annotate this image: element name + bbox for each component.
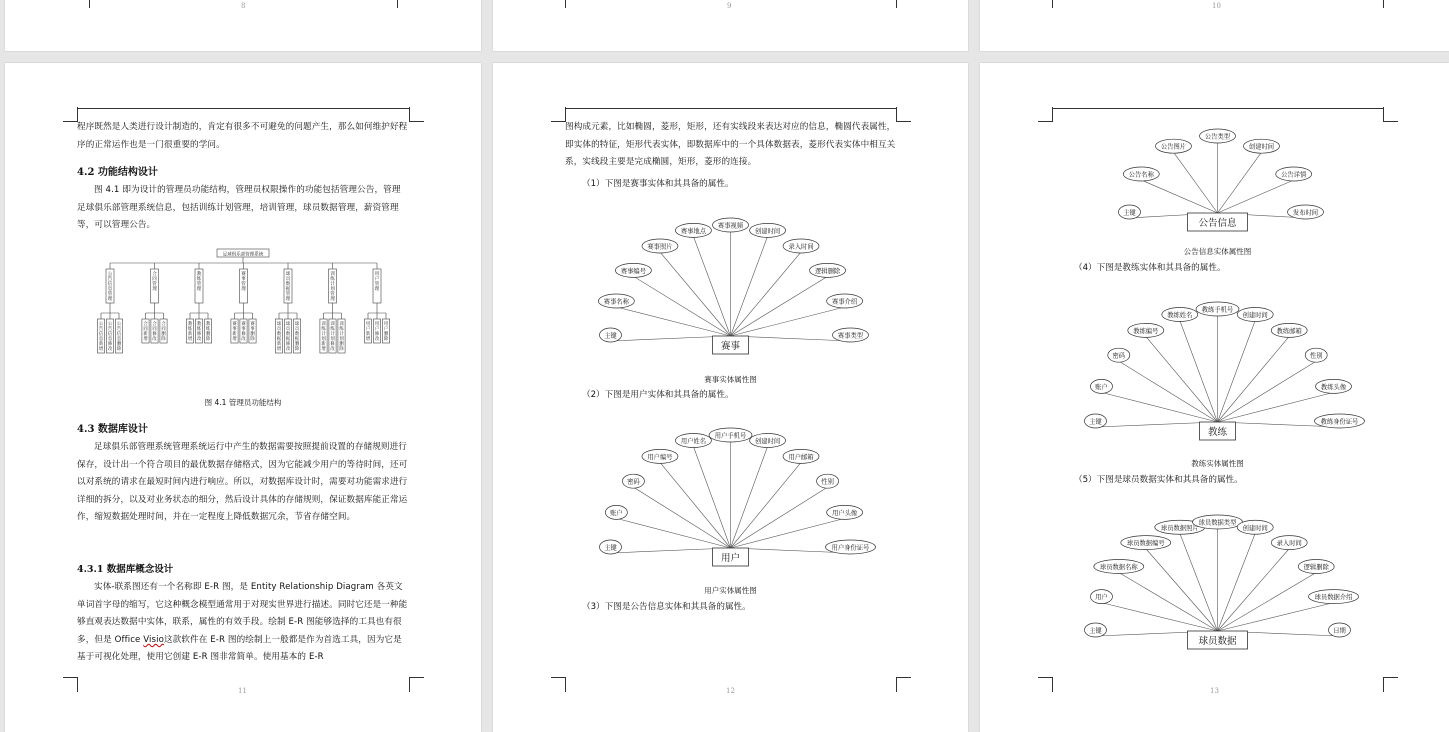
attribute-label: 密码 [1112,352,1126,360]
attribute-label: 创建时间 [1242,311,1268,319]
function-label: 新 [143,332,148,337]
crop-mark [409,107,424,122]
attribute-label: 创建时间 [1248,143,1275,151]
crop-mark [1038,0,1053,8]
function-label: 员 [285,327,291,332]
function-label: 息 [107,337,113,342]
attribute-label: 赛事名称 [603,298,629,306]
function-label: 删 [383,332,389,337]
function-label: 数 [285,332,291,337]
function-label: 同 [161,327,166,332]
attribute-label: 录入时间 [788,243,814,251]
function-label: 修 [241,332,246,337]
connector-line [1119,361,1218,422]
module-label: 理 [330,297,335,302]
function-label: 计 [339,332,344,337]
function-label: 同 [152,327,157,332]
function-label: 除 [339,347,344,352]
function-label: 改 [152,337,157,342]
page-13 [980,63,1449,732]
connector-line [731,446,768,548]
function-label: 改 [107,347,113,352]
attribute-label: 公告类型 [1204,133,1231,141]
function-label: 增 [276,347,282,352]
attribute-label: 创建时间 [1242,524,1268,532]
connector-line [1101,603,1217,631]
er-caption: 赛事实体属性图 [704,375,757,384]
connector-line [1218,549,1290,631]
function-label: 公 [116,322,122,327]
attribute-label: 主键 [1089,418,1102,426]
connector-line [1218,320,1256,422]
attribute-label: 球员数据介绍 [1314,594,1353,602]
attribute-label: 用户 [1095,594,1108,602]
header-line [1052,108,1383,109]
function-label: 公 [98,322,104,327]
connector-line [693,446,730,548]
er-diagram-user [565,411,896,571]
attribute-label: 教练身份证号 [1320,418,1359,426]
function-label: 增 [365,337,371,342]
function-label: 赛 [250,322,255,327]
crop-mark [397,0,412,8]
attribute-label: 主键 [1123,209,1136,217]
function-label: 告 [98,327,104,332]
attribute-label: 用户姓名 [680,437,707,445]
connector-line [616,307,730,336]
function-label: 用 [365,322,371,327]
connector-line [731,236,768,336]
function-label: 练 [321,327,326,332]
module-label: 划 [330,287,335,292]
function-label: 球 [285,322,291,327]
page-number: 8 [241,2,246,10]
function-label: 改 [241,337,246,342]
function-label: 事 [232,327,237,332]
module-label: 管 [107,292,113,297]
module-label: 员 [285,277,291,282]
connector-line [1174,152,1218,213]
paragraph-text: 实体-联系图还有一个名称即 E-R 图，是 Entity Relationship Diagram 各英文单词首字母的缩写，它这种概念模型通常用于对现实世界进行描述。同时它还是一种能够直观表达数据中实体，联系，属性的有效手段。绘制 E-R 图能够选择的工具也有很多，但是 Office [77,582,408,645]
connector-line [1218,573,1317,631]
spell-check-word: Visio [143,634,164,645]
page-number: 9 [727,2,732,10]
module-label: 信 [107,282,113,287]
function-label: 删 [116,342,122,347]
list-item-1: （1）下图是赛事实体和其具备的属性。 [582,179,734,189]
connector-line [660,252,731,336]
crop-mark [1383,0,1398,8]
function-label: 除 [294,347,300,352]
function-label: 训 [321,322,326,327]
function-label: 删 [161,332,166,337]
er-caption: 用户实体属性图 [704,586,757,595]
function-label: 划 [321,337,326,342]
function-label: 除 [205,337,211,342]
function-label: 增 [232,337,237,342]
function-label: 新 [98,342,104,347]
crop-mark [63,677,78,692]
connector-line [1146,336,1218,422]
attribute-label: 教练手机号 [1201,306,1234,314]
connector-line [731,487,828,548]
function-label: 改 [285,347,291,352]
attribute-label: 赛事地点 [680,227,707,235]
attribute-label: 性别 [1309,352,1323,360]
function-label: 训 [330,322,335,327]
attribute-label: 教练编号 [1133,327,1159,335]
function-label: 信 [116,332,122,337]
function-label: 修 [285,342,291,347]
function-label: 修 [196,332,202,337]
attribute-label: 录入时间 [1276,540,1302,548]
attribute-label: 用户手机号 [714,432,747,440]
connector-line [1218,392,1334,422]
connector-line [731,307,845,336]
function-label: 改 [330,347,335,352]
connector-line [1218,603,1334,631]
function-label: 告 [107,327,113,332]
function-label: 增 [98,347,104,352]
attribute-label: 用户头像 [832,509,858,517]
function-label: 改 [196,337,202,342]
function-label: 练 [330,327,335,332]
function-label: 户 [374,327,380,332]
function-label: 员 [294,327,300,332]
page-number: 13 [1210,687,1219,695]
function-label: 新 [276,342,282,347]
entity-label: 用户 [720,553,741,564]
list-item-4: （4）下图是教练实体和其具备的属性。 [1074,263,1226,273]
entity-label: 赛事 [720,341,741,352]
module-label: 理 [285,297,291,302]
crop-mark [409,677,424,692]
module-label: 管 [241,282,246,287]
section-heading-4-2: 4.2 功能结构设计 [77,167,158,178]
function-label: 合 [143,322,148,327]
er-diagram-match [565,199,896,359]
module-label: 管 [330,292,335,297]
function-label: 球 [276,322,282,327]
function-label: 除 [161,337,166,342]
page-number: 10 [1212,2,1221,10]
crop-mark [63,107,78,122]
attribute-label: 公告图片 [1160,143,1187,151]
module-label: 练 [330,277,335,282]
crop-mark [896,107,911,122]
function-label: 息 [98,337,104,342]
function-label: 数 [294,332,300,337]
function-label: 赛 [232,322,237,327]
crop-mark [1038,677,1053,692]
function-label: 修 [330,342,335,347]
function-label: 计 [321,332,326,337]
connector-line [1101,392,1217,422]
module-label: 管 [285,292,291,297]
function-label: 户 [383,327,389,332]
connector-line [1180,320,1218,422]
function-label: 用 [383,322,389,327]
function-label: 删 [250,332,255,337]
module-label: 训 [330,272,335,277]
connector-line [660,462,731,548]
attribute-label: 账户 [1095,383,1108,391]
page-11 [5,63,481,732]
function-label: 改 [374,337,380,342]
crop-mark [1383,107,1398,122]
page-9 [493,0,968,51]
function-label: 事 [241,327,246,332]
crop-mark [551,107,566,122]
crop-mark [1038,107,1053,122]
connector-line [1119,573,1218,631]
function-label: 教 [187,322,193,327]
function-label: 练 [339,327,344,332]
page-10 [980,0,1449,51]
function-label: 信 [107,332,113,337]
attribute-label: 日期 [1333,627,1346,635]
module-label: 教 [196,272,202,277]
module-label: 理 [241,287,246,292]
section-4-2-paragraph: 图 4.1 即为设计的管理员功能结构，管理员权限操作的功能包括管理公告，管理足球俱乐部管理系统信息，包括训练计划管理，培训管理，球员数据管理，薪资管理等，可以管理公告。 [77,185,401,231]
module-label: 管 [196,282,202,287]
crop-mark [75,0,90,8]
er-caption: 教练实体属性图 [1191,459,1244,468]
attribute-label: 公告名称 [1128,171,1154,179]
attribute-label: 教练头像 [1320,383,1347,391]
function-label: 赛 [241,322,246,327]
attribute-label: 密码 [627,478,640,486]
module-label: 公 [107,272,113,277]
intro-paragraph: 图构成元素，比如椭圆，菱形，矩形，还有实线段来表达对应的信息，椭圆代表属性，即实体的特征，矩形代表实体，即数据库中的一个具体数据表，菱形代表实体中相互关系，实线段主要是完成椭圆，矩形，菱形的连接。 [565,122,896,168]
list-item-5: （5）下图是球员数据实体和其具备的属性。 [1074,475,1243,485]
function-label: 员 [276,327,282,332]
attribute-label: 主键 [1089,627,1102,635]
function-label: 新 [321,342,326,347]
function-label: 增 [143,337,148,342]
crop-mark [896,0,911,8]
intro-paragraph: 程序既然是人类进行设计制造的，肯定有很多不可避免的问题产生，那么如何维护好程序的正常运作也是一门很重要的学问。 [77,122,408,150]
root-label: 足球俱乐部管理系统 [222,252,264,258]
connector-line [731,518,845,548]
connector-line [1218,152,1262,213]
attribute-label: 逻辑删除 [814,267,841,275]
module-label: 据 [285,287,291,292]
module-label: 告 [107,277,113,282]
function-label: 合 [152,322,157,327]
connector-line [633,487,730,548]
attribute-label: 逻辑删除 [1303,564,1329,572]
function-label: 增 [187,337,193,342]
function-label: 修 [107,342,113,347]
attribute-label: 主键 [604,544,617,552]
attribute-label: 球员数据照片 [1160,524,1199,532]
section-4-3-1-paragraph [77,579,409,667]
er-diagram-player-data [1052,499,1383,654]
function-label: 公 [107,322,113,327]
function-label: 修 [374,332,380,337]
connector-line [1218,336,1290,422]
attribute-label: 账户 [610,509,623,517]
attribute-label: 用户身份证号 [831,544,870,552]
function-label: 除 [250,337,255,342]
page-number: 11 [238,687,247,695]
function-label: 除 [116,347,122,352]
header-line [565,108,896,109]
module-label: 理 [196,287,202,292]
attribute-label: 发布时间 [1292,209,1319,217]
list-item-3: （3）下图是公告信息实体和其具备的属性。 [582,602,751,612]
function-label: 删 [294,342,300,347]
module-label: 理 [107,297,113,302]
attribute-label: 用户编号 [647,453,673,461]
entity-label: 公告信息 [1198,218,1237,229]
module-label: 事 [241,277,246,282]
function-label: 同 [143,327,148,332]
function-label: 据 [285,337,291,342]
connector-line [1218,533,1256,631]
crop-mark [1383,677,1398,692]
paragraph-text: 这款软件在 E-R 图的绘制上一般都是作为首选工具，因为它是基于可视化处理，使用它创建 E-R 图非常简单。使用基本的 E-R [77,634,402,663]
page-8 [5,0,481,51]
page-12 [493,63,968,732]
function-label: 增 [321,347,326,352]
function-label: 信 [98,332,104,337]
attribute-label: 球员数据类型 [1198,519,1237,527]
module-label: 理 [152,287,157,292]
module-label: 赛 [241,272,246,277]
function-label: 球 [294,322,300,327]
function-label: 训 [339,322,344,327]
module-label: 用 [374,272,380,277]
function-label: 户 [365,327,371,332]
module-label: 合 [152,272,157,277]
function-label: 划 [330,337,335,342]
module-label: 练 [196,277,202,282]
function-label: 计 [330,332,335,337]
connector-line [731,276,828,336]
connector-line [1180,533,1218,631]
attribute-label: 公告详情 [1281,171,1307,179]
attribute-label: 主键 [604,332,617,340]
function-label: 新 [187,332,193,337]
module-label: 数 [285,282,291,287]
attribute-label: 创建时间 [754,437,781,445]
attribute-label: 赛事编号 [620,267,647,275]
function-label: 除 [383,337,389,342]
connector-line [1146,549,1218,631]
attribute-label: 教练邮箱 [1276,327,1302,335]
connector-line [1141,180,1217,213]
module-label: 管 [374,282,380,287]
attribute-label: 性别 [821,478,834,486]
function-label: 合 [161,322,166,327]
function-label: 据 [276,337,282,342]
attribute-label: 球员数据名称 [1099,564,1138,572]
function-label: 新 [232,332,237,337]
entity-label: 球员数据 [1198,636,1237,647]
page-number: 12 [726,687,735,695]
list-item-2: （2）下图是用户实体和其具备的属性。 [582,390,734,400]
section-4-3-paragraph: 足球俱乐部管理系统管理系统运行中产生的数据需要按照提前设置的存储规则进行保存，设计出一个符合项目的最优数据存储格式，因为它能减少用户的等待时间，还可以对系统的请求在最短时间内进行响应。所以，对数据库设计时，需要对功能需求进行详细的拆分，以及对业务状态的细分，然后设计具体的存储规则，保证数据库能正常运作，缩短数据处理时间，并在一定程度上降低数据冗余，节省存储空间。 [77,442,408,523]
attribute-label: 赛事介绍 [832,298,858,306]
connector-line [731,462,802,548]
connector-line [1218,180,1294,213]
function-label: 删 [205,332,211,337]
function-label: 事 [250,327,255,332]
function-label: 用 [374,322,380,327]
function-label: 教 [205,322,211,327]
module-label: 同 [152,277,157,282]
connector-line [1218,361,1317,422]
function-label: 划 [339,337,344,342]
crop-mark [551,0,566,8]
function-label: 新 [365,332,371,337]
attribute-label: 用户邮箱 [788,453,814,461]
attribute-label: 赛事照片 [647,243,673,251]
er-diagram-notice [1052,121,1383,236]
function-label: 教 [196,322,202,327]
crop-mark [896,677,911,692]
section-heading-4-3-1: 4.3.1 数据库概念设计 [77,564,174,575]
crop-mark [551,677,566,692]
module-label: 息 [107,287,113,292]
function-label: 修 [152,332,157,337]
function-label: 告 [116,327,122,332]
attribute-label: 球员数据编号 [1126,540,1165,548]
er-diagram-coach [1052,285,1383,445]
connector-line [616,518,730,548]
attribute-label: 创建时间 [754,227,781,235]
module-label: 管 [152,282,157,287]
connector-line [693,236,730,336]
function-label: 练 [205,327,211,332]
function-label: 据 [294,337,300,342]
function-label: 删 [339,342,344,347]
function-structure-figure [77,245,409,385]
function-label: 练 [187,327,193,332]
function-label: 练 [196,327,202,332]
module-label: 球 [285,272,291,277]
function-label: 数 [276,332,282,337]
connector-line [633,276,730,336]
attribute-label: 赛事视频 [717,222,744,230]
module-label: 理 [374,287,380,292]
module-label: 户 [374,277,380,282]
entity-label: 教练 [1207,427,1228,438]
attribute-label: 教练姓名 [1167,311,1193,319]
er-caption: 公告信息实体属性图 [1183,247,1252,256]
header-line [77,108,409,109]
attribute-label: 赛事类型 [837,332,864,340]
figure-caption: 图 4.1 管理员功能结构 [204,398,282,407]
function-label: 息 [116,337,122,342]
connector-line [731,252,802,336]
module-label: 计 [330,282,335,287]
section-heading-4-3: 4.3 数据库设计 [77,424,148,435]
